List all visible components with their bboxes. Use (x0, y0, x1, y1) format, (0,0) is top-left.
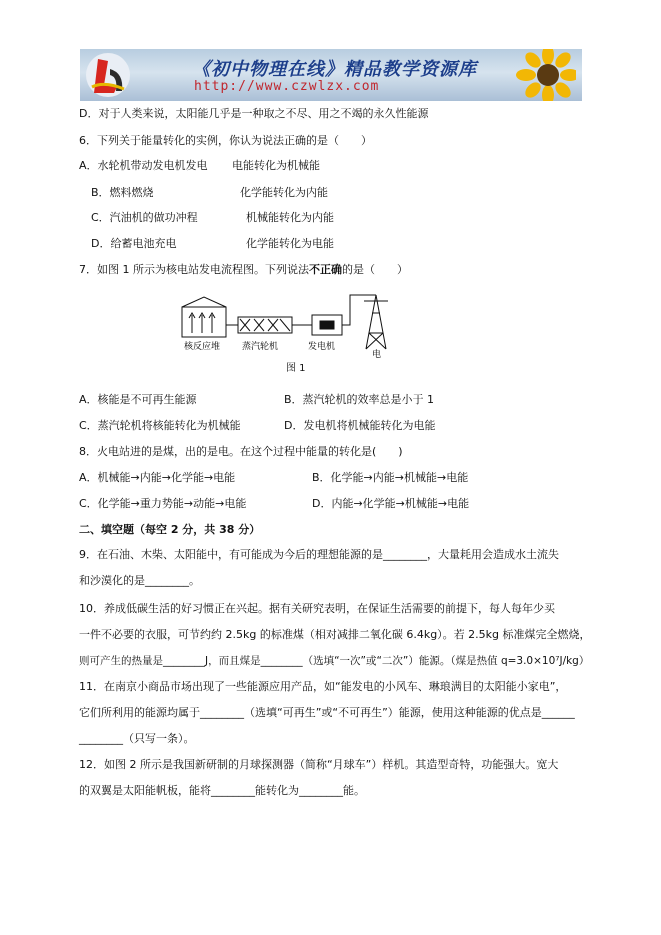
label-turbine: 蒸汽轮机 (242, 342, 279, 352)
q7-option-c: C．蒸汽轮机将核能转化为机械能 (79, 419, 241, 432)
q6-option-b-desc: 化学能转化为内能 (240, 186, 328, 199)
question-12-line-2: 的双翼是太阳能帆板，能将________能转化为________能。 (79, 784, 365, 797)
q8-option-a: A．机械能→内能→化学能→电能 (79, 471, 236, 484)
banner-url: http://www.czwlzx.com (194, 79, 380, 94)
q6-option-b: B．燃料燃烧 (91, 186, 154, 199)
question-8: 8．火电站进的是煤，出的是电。在这个过程中能量的转化是( ) (79, 445, 403, 458)
question-10-line-1: 10．养成低碳生活的好习惯正在兴起。据有关研究表明，在保证生活需要的前提下，每人每年少买 (79, 602, 555, 615)
option-d-solar: D．对于人类来说，太阳能几乎是一种取之不尽、用之不竭的永久性能源 (79, 107, 429, 120)
section-2-heading: 二、填空题（每空 2 分，共 38 分） (79, 523, 261, 536)
question-12-line-1: 12．如图 2 所示是我国新研制的月球探测器（简称“月球车”）样机。其造型奇特，功能强大。宽大 (79, 758, 559, 771)
question-11-line-1: 11．在南京小商品市场出现了一些能源应用产品，如“能发电的小风车、琳琅满目的太阳能小家电”， (79, 680, 567, 693)
question-10-line-2: 一件不必要的衣服，可节约约 2.5kg 的标准煤（相对减排二氧化碳 6.4kg）。若 2.5kg 标准煤完全燃烧， (79, 628, 591, 641)
q8-option-c: C．化学能→重力势能→动能→电能 (79, 497, 247, 510)
label-generator: 发电机 (308, 342, 336, 352)
q6-option-c: C．汽油机的做功冲程 (91, 211, 198, 224)
q6-option-d: D．给蓄电池充电 (91, 237, 177, 250)
q6-option-c-desc: 机械能转化为内能 (246, 211, 334, 224)
question-7: 7．如图 1 所示为核电站发电流程图。下列说法不正确的是（ ） (79, 263, 408, 276)
q6-option-a: A．水轮机带动发电机发电 (79, 159, 208, 172)
header-banner (80, 49, 582, 101)
question-9-line-1: 9．在石油、木柴、太阳能中，有可能成为今后的理想能源的是________，大量耗用会造成水土流失 (79, 548, 559, 561)
question-10-line-3: 则可产生的热量是________J，而且煤是________（选填“一次”或“二次”）能源。（煤是热值 q=3.0×10⁷J/kg） (79, 655, 590, 667)
question-6: 6．下列关于能量转化的实例，你认为说法正确的是（ ） (79, 134, 372, 147)
q7-option-b: B．蒸汽轮机的效率总是小于 1 (284, 393, 435, 406)
q8-option-d: D．内能→化学能→机械能→电能 (312, 497, 470, 510)
sunflower-icon (506, 49, 576, 101)
q6-option-a-desc: 电能转化为机械能 (232, 159, 320, 172)
question-9-line-2: 和沙漠化的是________。 (79, 574, 200, 587)
label-reactor: 核反应堆 (184, 342, 221, 352)
question-11-line-3: ________（只写一条）。 (79, 732, 195, 745)
figure-1-caption: 图 1 (286, 363, 306, 374)
q6-option-d-desc: 化学能转化为电能 (246, 237, 334, 250)
logo-icon (84, 51, 132, 99)
q8-option-b: B．化学能→内能→机械能→电能 (312, 471, 469, 484)
q7-option-d: D．发电机将机械能转化为电能 (284, 419, 436, 432)
label-grid: 电 (372, 350, 382, 360)
q7-option-a: A．核能是不可再生能源 (79, 393, 197, 406)
banner-title: 《初中物理在线》精品教学资源库 (192, 59, 477, 80)
question-11-line-2: 它们所利用的能源均属于________（选填“可再生”或“不可再生”）能源，使用这种能源的优点是______ (79, 706, 575, 719)
